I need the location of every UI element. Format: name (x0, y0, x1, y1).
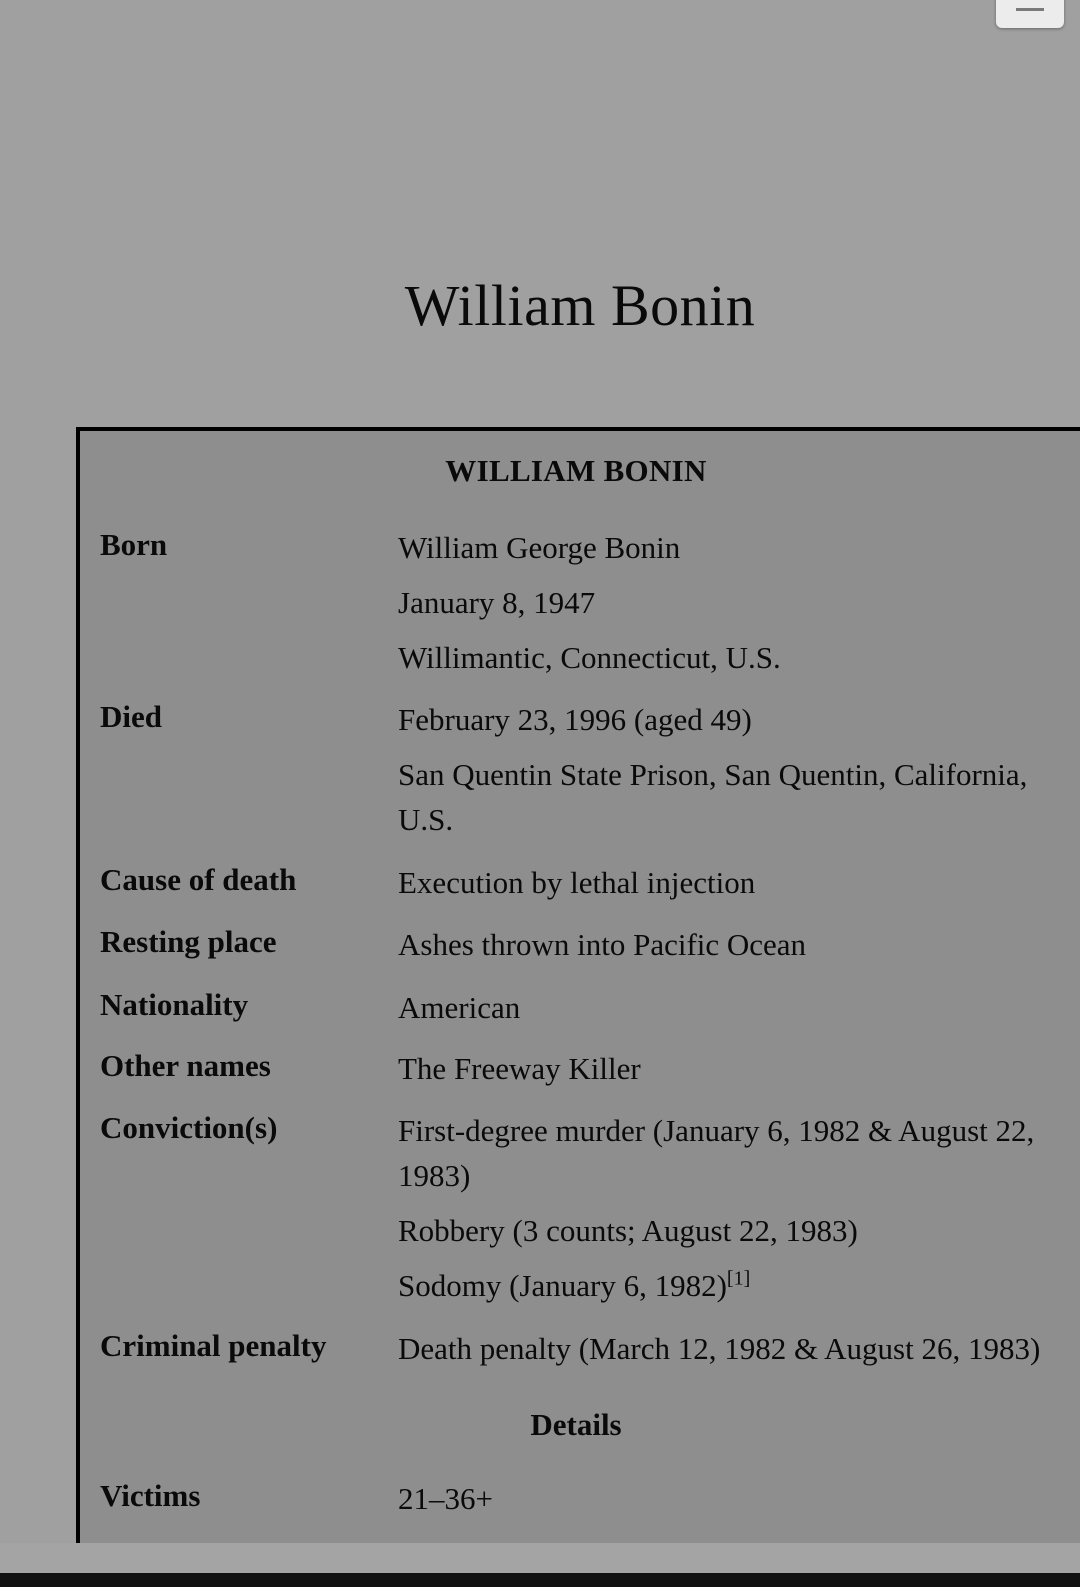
value-died-place: San Quentin State Prison, San Quentin, California, U.S. (398, 757, 1028, 837)
value-conviction-robbery: Robbery (3 counts; August 22, 1983) (398, 1213, 858, 1248)
value-criminal-penalty: Death penalty (March 12, 1982 & August 26, 1983) (398, 1331, 1041, 1366)
value-nationality: American (398, 990, 521, 1025)
page-title: William Bonin (404, 273, 756, 338)
value-born-date: January 8, 1947 (398, 585, 596, 620)
value-resting-place: Ashes thrown into Pacific Ocean (398, 927, 807, 962)
footnote-link[interactable]: [1] (726, 1267, 751, 1290)
value-other-names: The Freeway Killer (398, 1051, 641, 1086)
label-other-names: Other names (100, 1048, 271, 1083)
system-navigation-bar (0, 1573, 1080, 1587)
page-bottom-strip (0, 1543, 1080, 1573)
label-nationality: Nationality (100, 987, 249, 1022)
label-victims: Victims (100, 1478, 201, 1513)
label-cause-of-death: Cause of death (100, 862, 297, 897)
infobox (76, 427, 1080, 1543)
label-criminal-penalty: Criminal penalty (100, 1328, 327, 1363)
label-convictions: Conviction(s) (100, 1110, 278, 1145)
menu-button[interactable] (996, 0, 1064, 28)
label-resting-place: Resting place (100, 924, 277, 959)
value-conviction-murder: First-degree murder (January 6, 1982 & August 22, 1983) (398, 1113, 1035, 1193)
label-died: Died (100, 699, 162, 734)
value-conviction-sodomy-text: Sodomy (January 6, 1982) (398, 1268, 727, 1303)
value-conviction-sodomy (398, 1263, 1058, 1308)
value-born-place: Willimantic, Connecticut, U.S. (398, 640, 781, 675)
value-died-date: February 23, 1996 (aged 49) (398, 702, 752, 737)
label-born: Born (100, 527, 168, 562)
value-cause-of-death: Execution by lethal injection (398, 865, 756, 900)
hamburger-menu-icon (1016, 8, 1044, 11)
value-victims: 21–36+ (398, 1481, 493, 1516)
value-born-name: William George Bonin (398, 530, 681, 565)
details-header: Details (530, 1407, 622, 1442)
infobox-title: WILLIAM BONIN (445, 453, 707, 488)
